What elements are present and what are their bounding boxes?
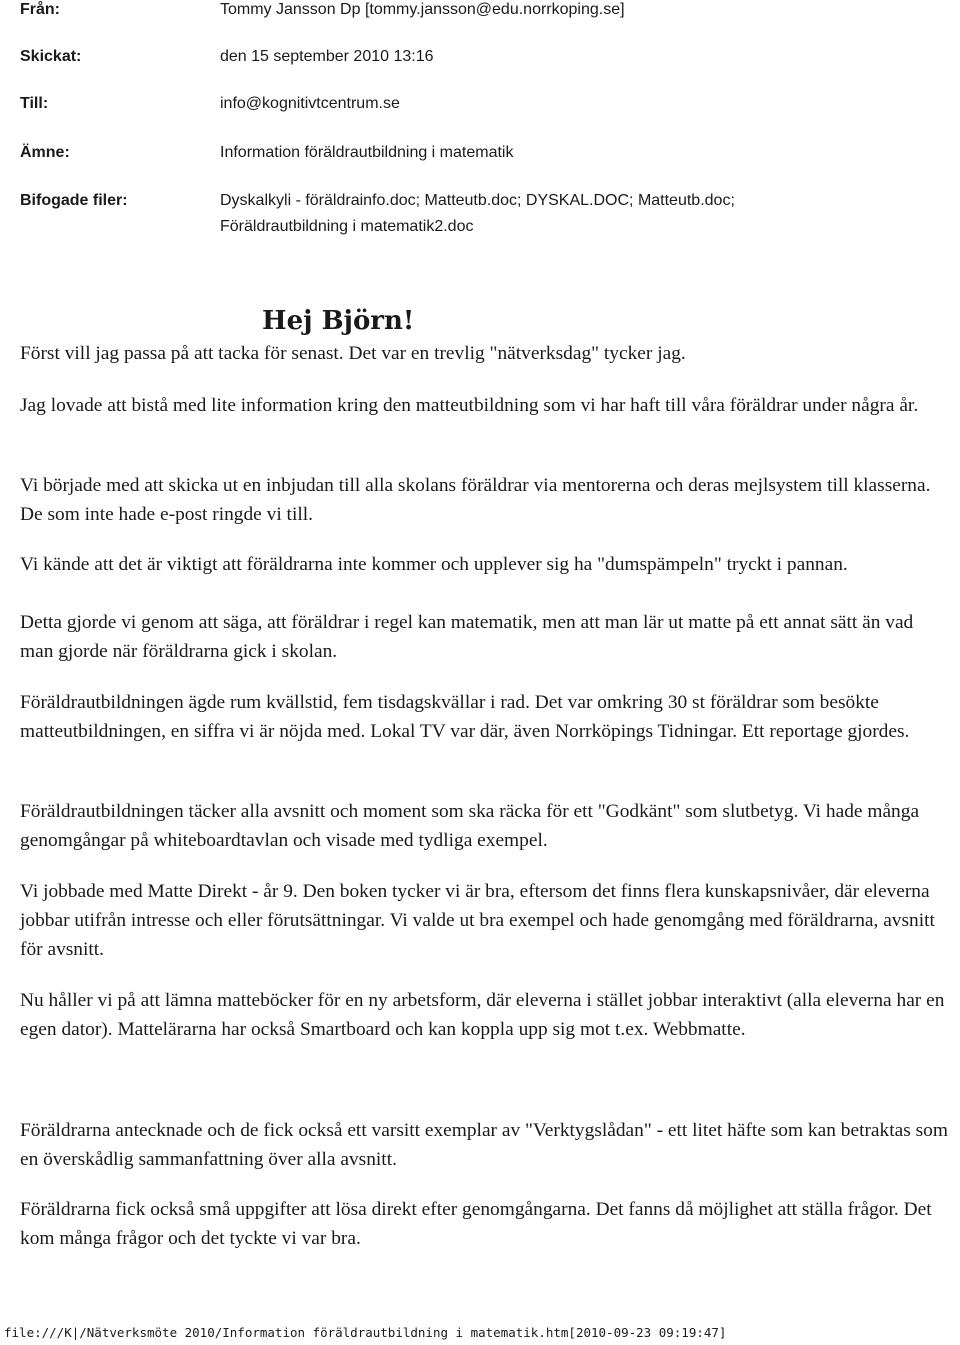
paragraph-5: Detta gjorde vi genom att säga, att föräldrar i regel kan matematik, men att man lär ut matte på ett annat sätt än vad man gjorde när föräldrarna gick i skolan.: [20, 612, 914, 662]
paragraph-7: Föräldrautbildningen täcker alla avsnitt och moment som ska räcka för ett "Godkänt" som slutbetyg. Vi hade många genomgångar på whiteboardtavlan och visade med tydliga exempel.: [20, 801, 920, 851]
to-value: info@kognitivtcentrum.se: [220, 95, 400, 112]
to-label: Till:: [20, 95, 49, 112]
paragraph-9: Nu håller vi på att lämna matteböcker för en ny arbetsform, där eleverna i stället jobbar interaktivt (alla eleverna har en egen dator). Mattelärarna har också Smartboard och kan koppla upp sig mot t.ex. Webbmatte.: [20, 990, 945, 1040]
paragraph-6: Föräldrautbildningen ägde rum kvällstid, fem tisdagskvällar i rad. Det var omkring 30 st föräldrar som besökte matteutbildningen, en siffra vi är nöjda med. Lokal TV var där, även Norrköpings Tidningar. Ett reportage gjordes.: [20, 692, 910, 742]
paragraph-1: Först vill jag passa på att tacka för senast. Det var en trevlig "nätverksdag" tycker jag.: [20, 343, 686, 364]
subject-label: Ämne:: [20, 144, 70, 161]
greeting: Hej Björn!: [262, 306, 415, 336]
attachments-line-2: Föräldrautbildning i matematik2.doc: [220, 218, 474, 235]
subject-value: Information föräldrautbildning i matematik: [220, 144, 514, 161]
sent-label: Skickat:: [20, 48, 82, 65]
paragraph-10: Föräldrarna antecknade och de fick också ett varsitt exemplar av "Verktygslådan" - ett litet häfte som kan betraktas som en överskådlig sammanfattning över alla avsnitt.: [20, 1120, 948, 1170]
paragraph-2: Jag lovade att bistå med lite information kring den matteutbildning som vi har haft till våra föräldrar under några år.: [20, 395, 919, 416]
attachments-label: Bifogade filer:: [20, 192, 128, 209]
paragraph-8: Vi jobbade med Matte Direkt - år 9. Den boken tycker vi är bra, eftersom det finns flera kunskapsnivåer, där eleverna jobbar utifrån intresse och eller förutsättningar. Vi valde ut bra exempel och hade genomgång med föräldrarna, avsnitt för avsnitt.: [20, 881, 935, 960]
paragraph-11: Föräldrarna fick också små uppgifter att lösa direkt efter genomgångarna. Det fanns då möjlighet att ställa frågor. Det kom många frågor och det tyckte vi var bra.: [20, 1199, 932, 1249]
footer-file-path: file:///K|/Nätverksmöte 2010/Information föräldrautbildning i matematik.htm[2010-09-23 09:19:47]: [4, 1325, 727, 1340]
from-label: Från:: [20, 1, 60, 18]
attachments-value: [220, 188, 735, 240]
sent-value: den 15 september 2010 13:16: [220, 48, 434, 65]
from-value: Tommy Jansson Dp [tommy.jansson@edu.norrkoping.se]: [220, 1, 625, 18]
paragraph-4: Vi kände att det är viktigt att föräldrarna inte kommer och upplever sig ha "dumspämpeln" tryckt i pannan.: [20, 554, 848, 575]
paragraph-3: Vi började med att skicka ut en inbjudan till alla skolans föräldrar via mentorerna och deras mejlsystem till klasserna. De som inte hade e-post ringde vi till.: [20, 475, 931, 525]
attachments-line-1: Dyskalkyli - föräldrainfo.doc; Matteutb.doc; DYSKAL.DOC; Matteutb.doc;: [220, 192, 735, 209]
